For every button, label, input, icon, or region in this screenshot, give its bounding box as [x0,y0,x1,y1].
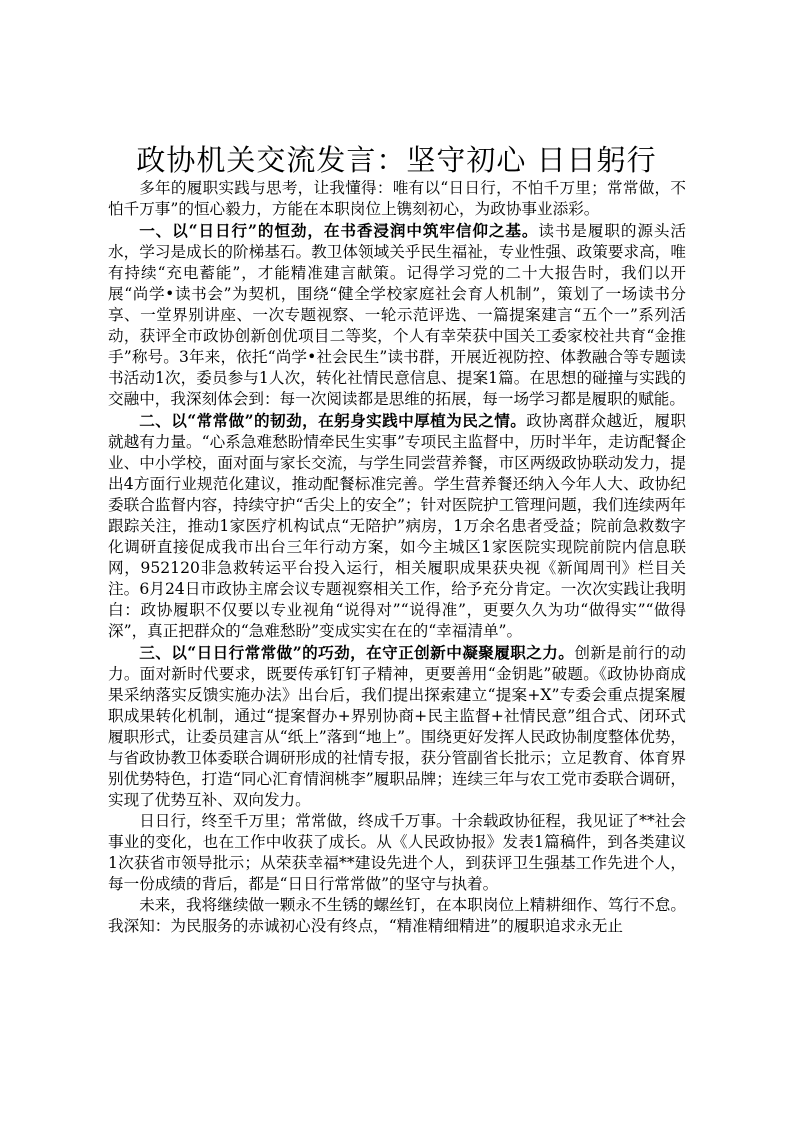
paragraph-intro [108,178,686,220]
paragraph-summary [108,811,686,895]
paragraph-closing [108,895,686,937]
section-heading-3: 三、以“日日行常常做”的巧劲，在守正创新中凝聚履职之力。 [139,643,575,662]
document-body [108,178,686,937]
paragraph-text: 读书是履职的源头活水，学习是成长的阶梯基石。教卫体领域关乎民生福祉，专业性强、政策要求高，唯有持续“充电蓄能”，才能精准建言献策。记得学习党的二十大报告时，我们以开展“尚学•读书会”为契机，围绕“健全学校家庭社会育人机制”，策划了一场读书分享、一堂界别讲座、一次专题视察、一轮示范评选、一篇提案建言“五个一”系列活动，获评全市政协创新创优项目二等奖，个人有幸荣获中国关工委家校社共育“金推手”称号。3年来，依托“尚学•社会民生”读书群，开展近视防控、体教融合等专题读书活动1次，委员参与1人次，转化社情民意信息、提案1篇。在思想的碰撞与实践的交融中，我深刻体会到：每一次阅读都是思维的拓展，每一场学习都是履职的赋能。 [108,222,686,408]
section-heading-1: 一、以“日日行”的恒劲，在书香浸润中筑牢信仰之基。 [139,221,539,240]
paragraph-text: 创新是前行的动力。面对新时代要求，既要传承钉钉子精神，更要善用“金钥匙”破题。《政协协商成果采纳落实反馈实施办法》出台后，我们提出探索建立“提案+X”专委会重点提案履职成果转化机制，通过“提案督办+界别协商+民主监督+社情民意”组合式、闭环式履职形式，让委员建言从“纸上”落到“地上”。围绕更好发挥人民政协制度整体优势，与省政协教卫体委联合调研形成的社情专报，获分管副省长批示；立足教育、体育界别优势特色，打造“同心汇育情润桃李”履职品牌；连续三年与农工党市委联合调研，实现了优势互补、双向发力。 [108,644,686,809]
paragraph-text: 政协离群众越近，履职就越有力量。“心系急难愁盼情牵民生实事”专项民主监督中，历时半年，走访配餐企业、中小学校，面对面与家长交流，与学生同尝营养餐，市区两级政协联动发力，提出4方面行业规范化建议，推动配餐标准完善。学生营养餐还纳入今年人大、政协纪委联合监督内容，持续守护“舌尖上的安全”；针对医院护工管理问题，我们连续两年跟踪关注，推动1家医疗机构试点“无陪护”病房，1万余名患者受益；院前急救数字化调研直接促成我市出台三年行动方案，如今主城区1家医院实现院前院内信息联网，952120非急救转运平台投入运行，相关履职成果获央视《新闻周刊》栏目关注。6月24日市政协主席会议专题视察相关工作，给予充分肯定。一次次实践让我明白：政协履职不仅要以专业视角“说得对”“说得准”，更要久久为功“做得实”“做得深”，真正把群众的“急难愁盼”变成实实在在的“幸福清单”。 [108,412,686,640]
paragraph-text: 未来，我将继续做一颗永不生锈的螺丝钉，在本职岗位上精耕细作、笃行不怠。我深知：为民服务的赤诚初心没有终点，“精准精细精进”的履职追求永无止 [108,896,686,935]
paragraph-text: 多年的履职实践与思考，让我懂得：唯有以“日日行，不怕千万里；常常做，不怕千万事”的恒心毅力，方能在本职岗位上镌刻初心，为政协事业添彩。 [108,179,686,218]
paragraph-text: 日日行，终至千万里；常常做，终成千万事。十余载政协征程，我见证了**社会事业的变化，也在工作中收获了成长。从《人民政协报》发表1篇稿件，到各类建议1次获省市领导批示；从荣获幸福**建设先进个人，到获评卫生强基工作先进个人，每一份成绩的背后，都是“日日行常常做”的坚守与执着。 [108,812,686,893]
paragraph-section-1 [108,220,686,410]
paragraph-section-3 [108,642,686,811]
document-title: 政协机关交流发言：坚守初心 日日躬行 [136,143,657,177]
paragraph-section-2 [108,410,686,642]
section-heading-2: 二、以“常常做”的韧劲，在躬身实践中厚植为民之情。 [139,411,527,430]
